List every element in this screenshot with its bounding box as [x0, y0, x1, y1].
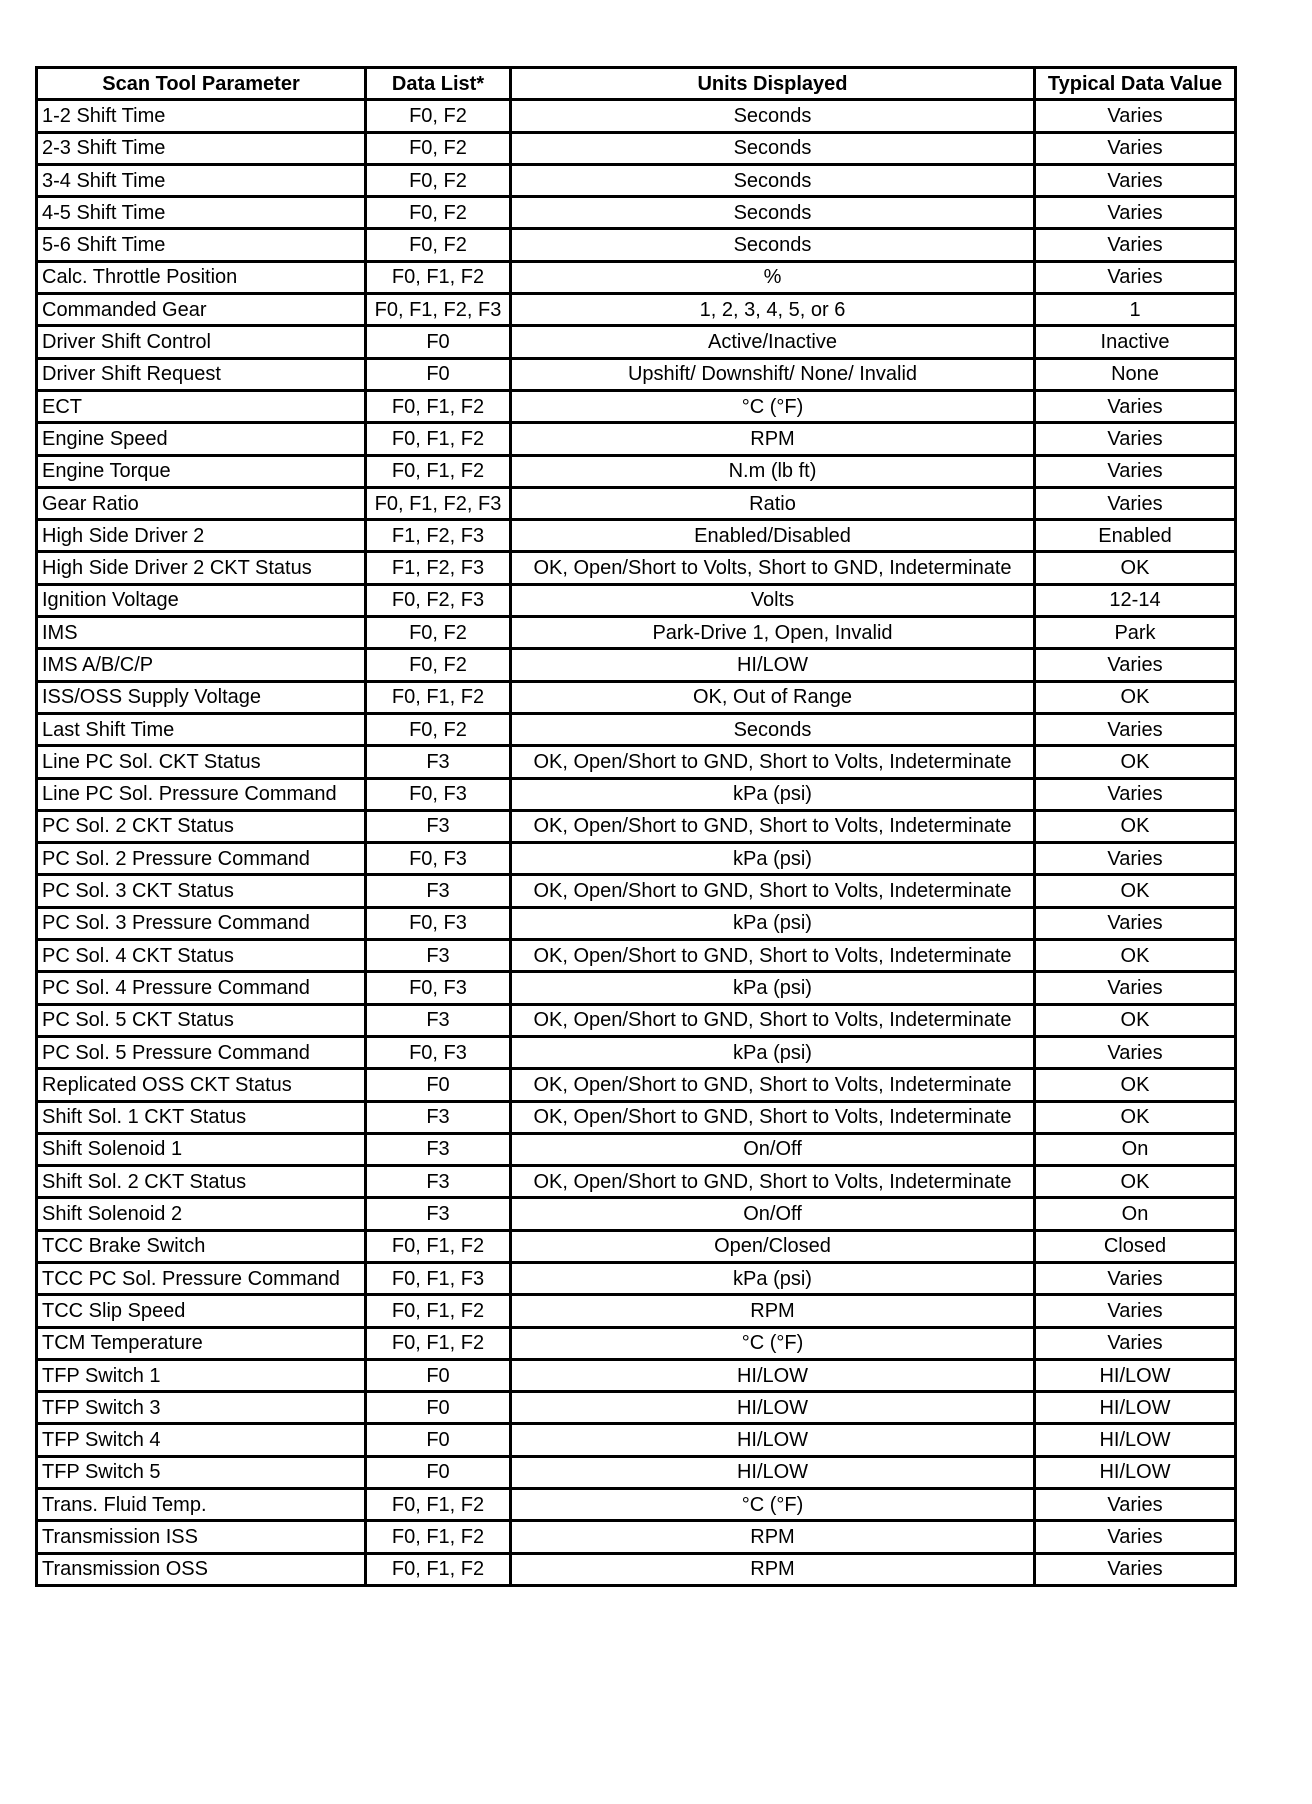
parameter-cell: PC Sol. 4 CKT Status — [37, 940, 366, 972]
data-list-cell: F3 — [366, 1133, 511, 1165]
typical-value-cell: Varies — [1035, 164, 1236, 196]
table-row — [37, 1295, 1236, 1327]
table-row — [37, 1262, 1236, 1294]
units-cell: N.m (lb ft) — [511, 455, 1035, 487]
data-list-cell: F3 — [366, 1198, 511, 1230]
typical-value-cell: Varies — [1035, 132, 1236, 164]
table-row — [37, 1069, 1236, 1101]
data-list-cell: F1, F2, F3 — [366, 552, 511, 584]
table-row — [37, 746, 1236, 778]
units-cell: Seconds — [511, 713, 1035, 745]
data-list-cell: F0, F1, F2 — [366, 1230, 511, 1262]
typical-value-cell: Varies — [1035, 100, 1236, 132]
parameter-cell: TCM Temperature — [37, 1327, 366, 1359]
parameter-cell: 1-2 Shift Time — [37, 100, 366, 132]
parameter-cell: PC Sol. 3 CKT Status — [37, 875, 366, 907]
data-list-cell: F3 — [366, 1101, 511, 1133]
typical-value-cell: Varies — [1035, 197, 1236, 229]
parameter-cell: TFP Switch 3 — [37, 1392, 366, 1424]
units-cell: kPa (psi) — [511, 778, 1035, 810]
typical-value-cell: Varies — [1035, 1521, 1236, 1553]
table-row — [37, 100, 1236, 132]
units-cell: Upshift/ Downshift/ None/ Invalid — [511, 358, 1035, 390]
units-cell: Volts — [511, 584, 1035, 616]
table-row — [37, 552, 1236, 584]
table-row — [37, 294, 1236, 326]
units-cell: Seconds — [511, 229, 1035, 261]
typical-value-cell: Varies — [1035, 1036, 1236, 1068]
table-row — [37, 1489, 1236, 1521]
parameter-cell: Shift Sol. 2 CKT Status — [37, 1166, 366, 1198]
data-list-cell: F0 — [366, 1456, 511, 1488]
parameter-cell: TFP Switch 5 — [37, 1456, 366, 1488]
data-list-cell: F0, F1, F2 — [366, 1489, 511, 1521]
parameter-cell: Gear Ratio — [37, 487, 366, 519]
table-row — [37, 520, 1236, 552]
table-row — [37, 713, 1236, 745]
typical-value-cell: Closed — [1035, 1230, 1236, 1262]
table-row — [37, 940, 1236, 972]
data-list-cell: F0, F1, F2, F3 — [366, 294, 511, 326]
typical-value-cell: Enabled — [1035, 520, 1236, 552]
data-list-cell: F0 — [366, 1392, 511, 1424]
typical-value-cell: Varies — [1035, 261, 1236, 293]
table-row — [37, 778, 1236, 810]
typical-value-cell: OK — [1035, 1069, 1236, 1101]
units-cell: OK, Open/Short to GND, Short to Volts, Indeterminate — [511, 746, 1035, 778]
data-list-cell: F0, F1, F2, F3 — [366, 487, 511, 519]
data-list-cell: F0, F1, F2 — [366, 1295, 511, 1327]
typical-value-cell: Varies — [1035, 455, 1236, 487]
table-row — [37, 132, 1236, 164]
parameter-cell: ECT — [37, 390, 366, 422]
typical-value-cell: None — [1035, 358, 1236, 390]
table-row — [37, 358, 1236, 390]
table-row — [37, 972, 1236, 1004]
typical-value-cell: OK — [1035, 810, 1236, 842]
units-cell: RPM — [511, 1521, 1035, 1553]
data-list-cell: F0, F3 — [366, 1036, 511, 1068]
parameter-cell: Shift Solenoid 1 — [37, 1133, 366, 1165]
table-row — [37, 1166, 1236, 1198]
parameter-cell: Ignition Voltage — [37, 584, 366, 616]
table-row — [37, 875, 1236, 907]
parameter-cell: PC Sol. 3 Pressure Command — [37, 907, 366, 939]
data-list-cell: F3 — [366, 875, 511, 907]
table-row — [37, 1359, 1236, 1391]
units-cell: HI/LOW — [511, 1359, 1035, 1391]
typical-value-cell: Varies — [1035, 778, 1236, 810]
parameter-cell: Shift Solenoid 2 — [37, 1198, 366, 1230]
units-cell: OK, Open/Short to GND, Short to Volts, Indeterminate — [511, 1004, 1035, 1036]
data-list-cell: F0, F1, F3 — [366, 1262, 511, 1294]
table-row — [37, 164, 1236, 196]
units-cell: kPa (psi) — [511, 843, 1035, 875]
parameter-cell: Commanded Gear — [37, 294, 366, 326]
data-list-cell: F0, F2 — [366, 617, 511, 649]
units-cell: On/Off — [511, 1133, 1035, 1165]
table-row — [37, 681, 1236, 713]
table-row — [37, 326, 1236, 358]
units-cell: °C (°F) — [511, 1489, 1035, 1521]
typical-value-cell: Varies — [1035, 1262, 1236, 1294]
data-list-cell: F0, F1, F2 — [366, 1553, 511, 1585]
table-row — [37, 1230, 1236, 1262]
units-cell: % — [511, 261, 1035, 293]
table-row — [37, 1004, 1236, 1036]
data-list-cell: F0 — [366, 358, 511, 390]
table-row — [37, 1101, 1236, 1133]
table-row — [37, 617, 1236, 649]
data-list-cell: F0, F1, F2 — [366, 1327, 511, 1359]
data-list-cell: F0, F2 — [366, 649, 511, 681]
units-cell: Active/Inactive — [511, 326, 1035, 358]
parameter-cell: IMS A/B/C/P — [37, 649, 366, 681]
parameter-cell: Transmission OSS — [37, 1553, 366, 1585]
parameter-cell: 3-4 Shift Time — [37, 164, 366, 196]
typical-value-cell: OK — [1035, 875, 1236, 907]
typical-value-cell: Inactive — [1035, 326, 1236, 358]
units-cell: °C (°F) — [511, 390, 1035, 422]
units-cell: Enabled/Disabled — [511, 520, 1035, 552]
table-row — [37, 261, 1236, 293]
table-row — [37, 810, 1236, 842]
data-list-cell: F0, F2 — [366, 197, 511, 229]
header-data-list: Data List* — [366, 68, 511, 100]
typical-value-cell: Varies — [1035, 1489, 1236, 1521]
table-row — [37, 390, 1236, 422]
parameter-cell: Engine Speed — [37, 423, 366, 455]
units-cell: OK, Open/Short to GND, Short to Volts, Indeterminate — [511, 875, 1035, 907]
table-row — [37, 584, 1236, 616]
typical-value-cell: 1 — [1035, 294, 1236, 326]
units-cell: kPa (psi) — [511, 1036, 1035, 1068]
data-list-cell: F0 — [366, 1359, 511, 1391]
table-row — [37, 1198, 1236, 1230]
units-cell: OK, Open/Short to GND, Short to Volts, Indeterminate — [511, 810, 1035, 842]
data-list-cell: F0 — [366, 326, 511, 358]
data-list-cell: F0 — [366, 1069, 511, 1101]
parameter-cell: 4-5 Shift Time — [37, 197, 366, 229]
data-list-cell: F0, F3 — [366, 972, 511, 1004]
table-row — [37, 1133, 1236, 1165]
table-row — [37, 843, 1236, 875]
table-row — [37, 1521, 1236, 1553]
parameter-cell: TCC Slip Speed — [37, 1295, 366, 1327]
units-cell: OK, Open/Short to GND, Short to Volts, Indeterminate — [511, 940, 1035, 972]
data-list-cell: F0, F2 — [366, 229, 511, 261]
parameter-cell: Driver Shift Request — [37, 358, 366, 390]
data-list-cell: F0, F2 — [366, 713, 511, 745]
units-cell: OK, Open/Short to Volts, Short to GND, Indeterminate — [511, 552, 1035, 584]
parameter-cell: PC Sol. 2 Pressure Command — [37, 843, 366, 875]
typical-value-cell: Varies — [1035, 390, 1236, 422]
typical-value-cell: OK — [1035, 681, 1236, 713]
typical-value-cell: Varies — [1035, 713, 1236, 745]
typical-value-cell: OK — [1035, 746, 1236, 778]
table-row — [37, 649, 1236, 681]
scan-tool-parameter-table — [35, 66, 1237, 1587]
parameter-cell: ISS/OSS Supply Voltage — [37, 681, 366, 713]
parameter-cell: TFP Switch 1 — [37, 1359, 366, 1391]
typical-value-cell: Varies — [1035, 1295, 1236, 1327]
parameter-cell: High Side Driver 2 — [37, 520, 366, 552]
parameter-cell: Trans. Fluid Temp. — [37, 1489, 366, 1521]
units-cell: OK, Open/Short to GND, Short to Volts, Indeterminate — [511, 1166, 1035, 1198]
header-typical-data-value: Typical Data Value — [1035, 68, 1236, 100]
parameter-cell: Driver Shift Control — [37, 326, 366, 358]
units-cell: kPa (psi) — [511, 1262, 1035, 1294]
typical-value-cell: OK — [1035, 1004, 1236, 1036]
table-row — [37, 907, 1236, 939]
units-cell: Seconds — [511, 197, 1035, 229]
parameter-cell: 2-3 Shift Time — [37, 132, 366, 164]
parameter-cell: Line PC Sol. CKT Status — [37, 746, 366, 778]
units-cell: RPM — [511, 1295, 1035, 1327]
typical-value-cell: OK — [1035, 940, 1236, 972]
parameter-cell: TCC Brake Switch — [37, 1230, 366, 1262]
parameter-cell: Engine Torque — [37, 455, 366, 487]
data-list-cell: F0, F1, F2 — [366, 1521, 511, 1553]
data-list-cell: F3 — [366, 1166, 511, 1198]
units-cell: HI/LOW — [511, 1456, 1035, 1488]
table-row — [37, 1424, 1236, 1456]
typical-value-cell: Varies — [1035, 649, 1236, 681]
table-row — [37, 197, 1236, 229]
table-header-row — [37, 68, 1236, 100]
data-list-cell: F0, F1, F2 — [366, 261, 511, 293]
units-cell: RPM — [511, 1553, 1035, 1585]
table-row — [37, 1553, 1236, 1585]
data-list-cell: F1, F2, F3 — [366, 520, 511, 552]
typical-value-cell: HI/LOW — [1035, 1392, 1236, 1424]
data-list-cell: F0, F1, F2 — [366, 681, 511, 713]
parameter-cell: PC Sol. 2 CKT Status — [37, 810, 366, 842]
units-cell: Seconds — [511, 100, 1035, 132]
typical-value-cell: Park — [1035, 617, 1236, 649]
typical-value-cell: OK — [1035, 1166, 1236, 1198]
units-cell: OK, Out of Range — [511, 681, 1035, 713]
typical-value-cell: On — [1035, 1133, 1236, 1165]
data-list-cell: F0, F3 — [366, 843, 511, 875]
typical-value-cell: On — [1035, 1198, 1236, 1230]
units-cell: °C (°F) — [511, 1327, 1035, 1359]
data-list-cell: F0, F1, F2 — [366, 423, 511, 455]
parameter-cell: High Side Driver 2 CKT Status — [37, 552, 366, 584]
parameter-cell: 5-6 Shift Time — [37, 229, 366, 261]
parameter-cell: PC Sol. 4 Pressure Command — [37, 972, 366, 1004]
typical-value-cell: HI/LOW — [1035, 1424, 1236, 1456]
typical-value-cell: Varies — [1035, 1553, 1236, 1585]
typical-value-cell: Varies — [1035, 907, 1236, 939]
header-scan-tool-parameter: Scan Tool Parameter — [37, 68, 366, 100]
table-row — [37, 455, 1236, 487]
parameter-cell: Transmission ISS — [37, 1521, 366, 1553]
table-row — [37, 1327, 1236, 1359]
units-cell: Park-Drive 1, Open, Invalid — [511, 617, 1035, 649]
units-cell: RPM — [511, 423, 1035, 455]
data-list-cell: F3 — [366, 746, 511, 778]
parameter-cell: Shift Sol. 1 CKT Status — [37, 1101, 366, 1133]
units-cell: HI/LOW — [511, 649, 1035, 681]
typical-value-cell: 12-14 — [1035, 584, 1236, 616]
parameter-cell: Replicated OSS CKT Status — [37, 1069, 366, 1101]
parameter-cell: TFP Switch 4 — [37, 1424, 366, 1456]
data-list-cell: F3 — [366, 940, 511, 972]
units-cell: OK, Open/Short to GND, Short to Volts, Indeterminate — [511, 1101, 1035, 1133]
table-row — [37, 1456, 1236, 1488]
units-cell: Seconds — [511, 132, 1035, 164]
data-list-cell: F0, F1, F2 — [366, 390, 511, 422]
table-row — [37, 1036, 1236, 1068]
data-list-cell: F3 — [366, 1004, 511, 1036]
data-list-cell: F0, F3 — [366, 907, 511, 939]
header-units-displayed: Units Displayed — [511, 68, 1035, 100]
typical-value-cell: OK — [1035, 1101, 1236, 1133]
table-row — [37, 1392, 1236, 1424]
data-list-cell: F0, F2 — [366, 132, 511, 164]
typical-value-cell: OK — [1035, 552, 1236, 584]
units-cell: Seconds — [511, 164, 1035, 196]
typical-value-cell: HI/LOW — [1035, 1359, 1236, 1391]
typical-value-cell: Varies — [1035, 843, 1236, 875]
typical-value-cell: Varies — [1035, 229, 1236, 261]
parameter-cell: Last Shift Time — [37, 713, 366, 745]
units-cell: kPa (psi) — [511, 907, 1035, 939]
data-list-cell: F0, F2 — [366, 100, 511, 132]
typical-value-cell: Varies — [1035, 972, 1236, 1004]
parameter-cell: TCC PC Sol. Pressure Command — [37, 1262, 366, 1294]
units-cell: On/Off — [511, 1198, 1035, 1230]
parameter-cell: PC Sol. 5 CKT Status — [37, 1004, 366, 1036]
units-cell: Open/Closed — [511, 1230, 1035, 1262]
data-list-cell: F3 — [366, 810, 511, 842]
data-list-cell: F0, F1, F2 — [366, 455, 511, 487]
parameter-cell: IMS — [37, 617, 366, 649]
units-cell: HI/LOW — [511, 1392, 1035, 1424]
typical-value-cell: HI/LOW — [1035, 1456, 1236, 1488]
table-row — [37, 487, 1236, 519]
parameter-cell: Calc. Throttle Position — [37, 261, 366, 293]
typical-value-cell: Varies — [1035, 487, 1236, 519]
typical-value-cell: Varies — [1035, 423, 1236, 455]
data-list-cell: F0 — [366, 1424, 511, 1456]
parameter-cell: Line PC Sol. Pressure Command — [37, 778, 366, 810]
data-list-cell: F0, F3 — [366, 778, 511, 810]
units-cell: HI/LOW — [511, 1424, 1035, 1456]
typical-value-cell: Varies — [1035, 1327, 1236, 1359]
data-list-cell: F0, F2, F3 — [366, 584, 511, 616]
table-row — [37, 229, 1236, 261]
units-cell: Ratio — [511, 487, 1035, 519]
data-list-cell: F0, F2 — [366, 164, 511, 196]
units-cell: OK, Open/Short to GND, Short to Volts, Indeterminate — [511, 1069, 1035, 1101]
parameter-cell: PC Sol. 5 Pressure Command — [37, 1036, 366, 1068]
table-row — [37, 423, 1236, 455]
units-cell: 1, 2, 3, 4, 5, or 6 — [511, 294, 1035, 326]
units-cell: kPa (psi) — [511, 972, 1035, 1004]
